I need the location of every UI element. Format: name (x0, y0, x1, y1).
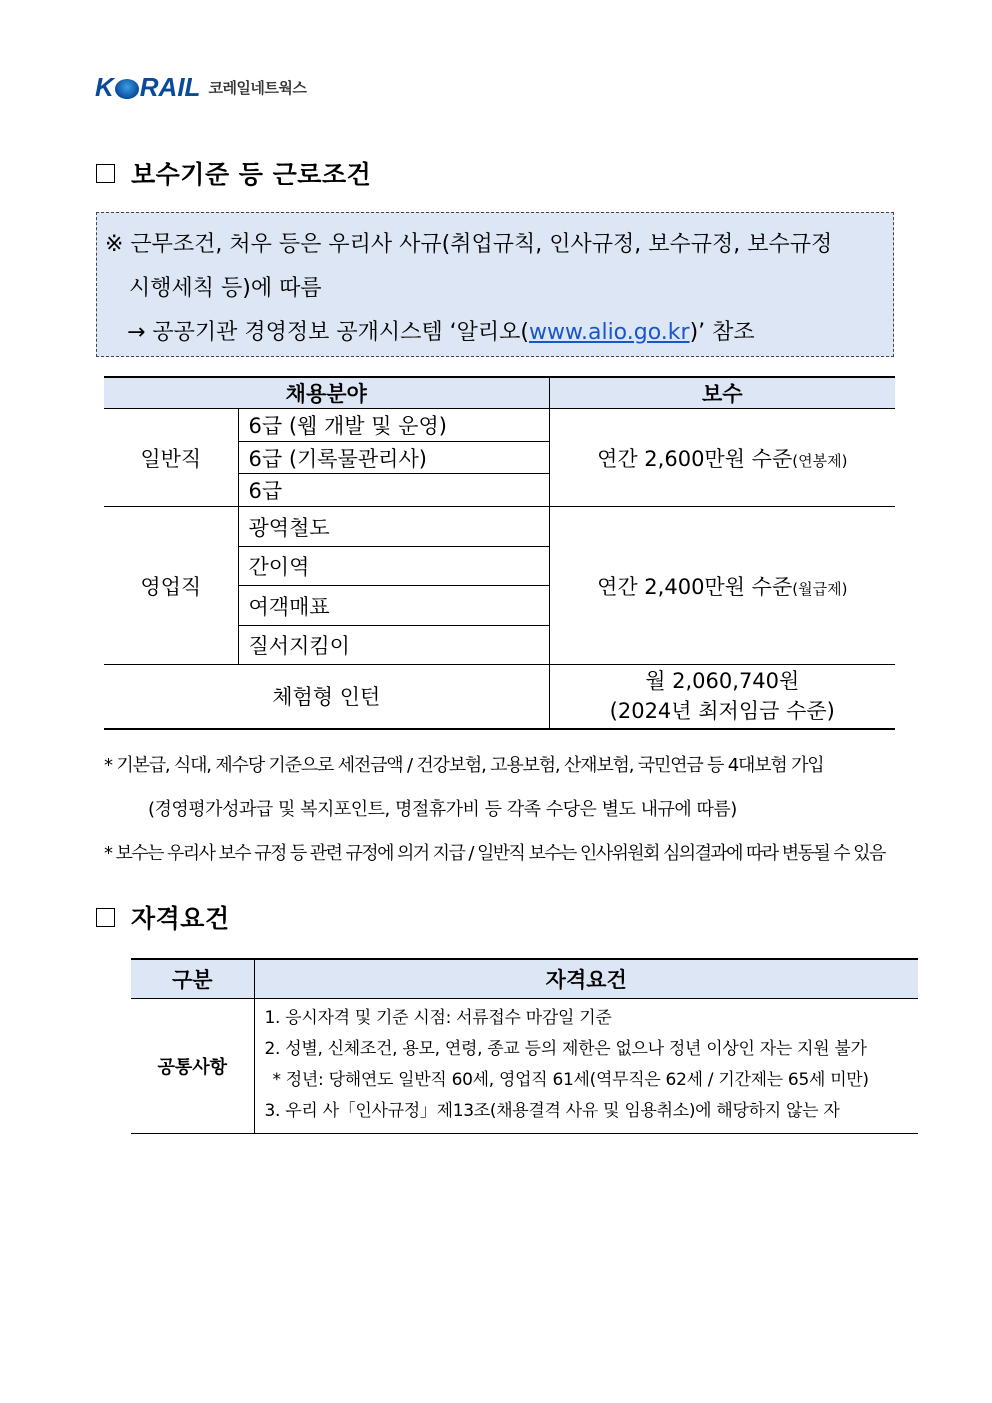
sales-pay (549, 507, 895, 665)
notice-line-3-prefix: → 공공기관 경영정보 공개시스템 ‘알리오( (127, 320, 530, 345)
sales-item: 간이역 (238, 547, 549, 586)
checkbox-square-icon (96, 164, 115, 183)
section-title-working-conditions (96, 155, 371, 191)
notice-line-1: ※ 근무조건, 처우 등은 우리사 사규(취업규칙, 인사규정, 보수규정, 보수규정 (105, 232, 833, 257)
intern-pay-line-1: 월 2,060,740원 (645, 669, 800, 694)
general-pay (549, 409, 895, 507)
table-row (104, 409, 895, 442)
header-pay: 보수 (549, 377, 895, 409)
note-1: * 기본급, 식대, 제수당 기준으로 세전금액 / 건강보험, 고용보험, 산재보험, 국민연금 등 4대보험 가입 (104, 755, 824, 776)
korail-wordmark (95, 72, 200, 103)
sales-label: 영업직 (104, 507, 238, 665)
sales-item: 여객매표 (238, 586, 549, 626)
notice-box (96, 212, 894, 357)
qualification-table-header (131, 959, 918, 999)
requirement-subnote: * 정년: 당해연도 일반직 60세, 영업직 61세(역무직은 62세 / 기간제는 65세 미만) (272, 1070, 869, 1090)
header-field: 채용분야 (104, 377, 549, 409)
logo-globe-icon (115, 79, 139, 99)
company-logo (95, 72, 306, 103)
general-label: 일반직 (104, 409, 238, 507)
pay-table (104, 376, 895, 730)
table-row (104, 665, 895, 729)
qualification-table (131, 958, 918, 1134)
header-requirements: 자격요건 (254, 959, 918, 999)
header-category: 구분 (131, 959, 254, 999)
table-row (131, 999, 918, 1134)
intern-label: 체험형 인턴 (104, 665, 549, 729)
alio-link[interactable]: www.alio.go.kr (529, 320, 690, 345)
note-1-continued: (경영평가성과급 및 복지포인트, 명절휴가비 등 각족 수당은 별도 내규에 따름) (148, 799, 737, 820)
company-name: 코레일네트웍스 (208, 79, 307, 97)
checkbox-square-icon (96, 908, 115, 927)
note-2: * 보수는 우리사 보수 규정 등 관련 규정에 의거 지급 / 일반직 보수는 인사위원회 심의결과에 따라 변동될 수 있음 (104, 843, 885, 864)
intern-pay (549, 665, 895, 729)
intern-pay-line-2: (2024년 최저임금 수준) (609, 699, 835, 724)
section-title-text: 자격요건 (131, 904, 230, 933)
requirements-list (254, 999, 918, 1134)
general-pay-note: (연봉제) (792, 451, 848, 470)
section-title-text: 보수기준 등 근로조건 (131, 160, 372, 189)
requirement-item: 2. 성별, 신체조건, 용모, 연령, 종교 등의 제한은 없으나 정년 이상인 자는 지원 불가 (264, 1039, 867, 1059)
table-row (104, 507, 895, 547)
requirement-item: 1. 응시자격 및 기준 시점: 서류접수 마감일 기준 (264, 1008, 612, 1028)
common-label: 공통사항 (131, 999, 254, 1134)
sales-pay-note: (월급제) (792, 579, 848, 598)
general-pay-amount: 연간 2,600만원 수준 (597, 446, 793, 471)
notice-line-3-suffix: )’ 참조 (689, 320, 755, 345)
requirement-item: 3. 우리 사「인사규정」제13조(채용결격 사유 및 임용취소)에 해당하지 않는 자 (264, 1101, 840, 1121)
notice-line-3 (105, 311, 879, 355)
notice-line-2: 시행세칙 등)에 따름 (129, 276, 322, 301)
sales-item: 질서지킴이 (238, 626, 549, 665)
section-title-qualifications (96, 899, 230, 935)
sales-item: 광역철도 (238, 507, 549, 547)
sales-pay-amount: 연간 2,400만원 수준 (597, 574, 793, 599)
general-item: 6급 (웹 개발 및 운영) (238, 409, 549, 442)
general-item: 6급 (기록물관리사) (238, 442, 549, 474)
pay-table-header (104, 377, 895, 409)
logo-letter-k: K (95, 72, 114, 102)
general-item: 6급 (238, 474, 549, 507)
logo-letters-rail: RAIL (139, 72, 201, 102)
